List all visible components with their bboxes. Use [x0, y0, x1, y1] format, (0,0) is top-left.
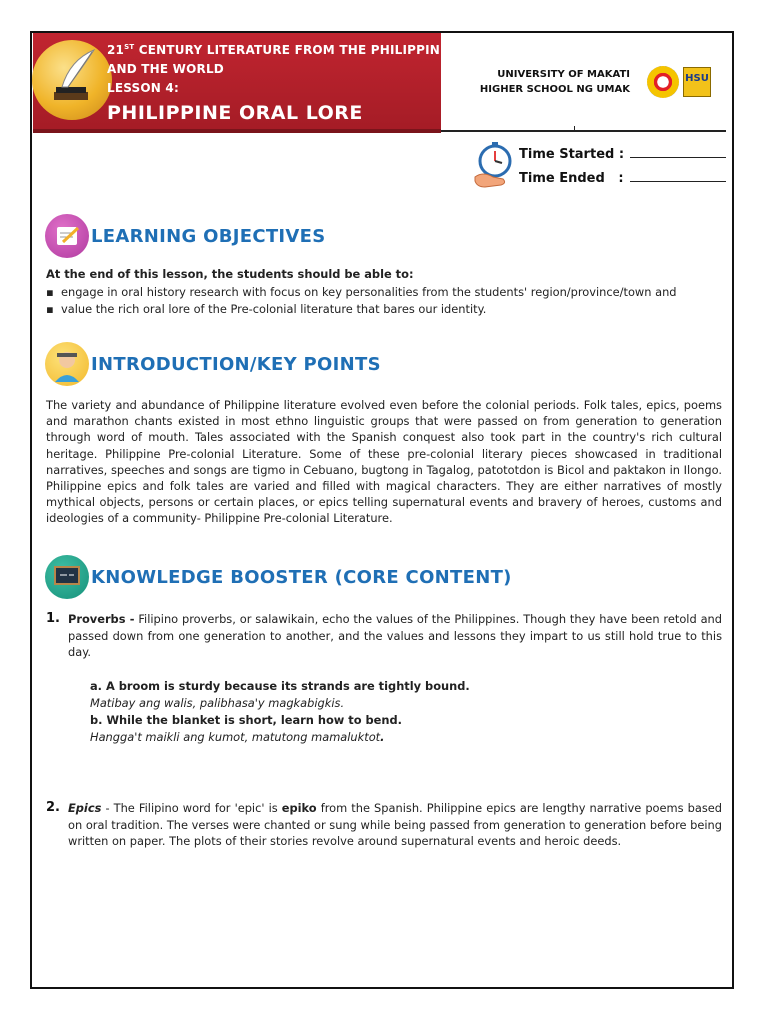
course-title-line1: 21ST CENTURY LITERATURE FROM THE PHILIPPINES — [107, 43, 458, 57]
item-number: 1. — [46, 611, 60, 626]
objective-item: ▪ value the rich oral lore of the Pre-colonial literature that bares our identity. — [46, 302, 487, 316]
objectives-lead: At the end of this lesson, the students should be able to: — [46, 267, 414, 281]
time-started-blank[interactable] — [630, 147, 726, 158]
epics-paragraph: Epics - The Filipino word for 'epic' is epiko from the Spanish. Philippine epics are lengthy narrative poems based on oral tradition. The verses were chanted or sung while being passed from generation to generation before being written on paper. The plots of their stories revolve around supernatural events and heroic deeds. — [68, 801, 723, 849]
section-title-learning-objectives: LEARNING OBJECTIVES — [91, 226, 326, 247]
notebook-pencil-icon — [45, 214, 89, 258]
proverb-example-english: b. While the blanket is short, learn how to bend. — [90, 713, 402, 727]
item-number: 2. — [46, 800, 60, 815]
proverb-example-filipino: Hangga't maikli ang kumot, matutong mamaluktot. — [90, 730, 385, 744]
chalkboard-icon — [45, 555, 89, 599]
school-name-line2: HIGHER SCHOOL NG UMAK — [479, 84, 630, 95]
lesson-title: PHILIPPINE ORAL LORE — [107, 102, 363, 124]
hsu-seal-icon: HSU — [683, 67, 711, 97]
university-seal-icon — [647, 66, 679, 98]
student-avatar-icon — [45, 342, 89, 386]
time-started-field: Time Started : — [519, 147, 726, 162]
proverbs-paragraph: Proverbs - Filipino proverbs, or salawikain, echo the values of the Philippines. Though they have been retold and passed down from one generation to another, and the values and lessons they impart to us still hold true to this day. — [68, 612, 722, 660]
header-rule-tick — [574, 126, 575, 130]
lesson-number: LESSON 4: — [107, 81, 179, 95]
section-title-introduction: INTRODUCTION/KEY POINTS — [91, 354, 381, 375]
school-name-line1: UNIVERSITY OF MAKATI — [497, 69, 630, 80]
time-ended-blank[interactable] — [630, 171, 726, 182]
proverb-example-english: a. A broom is sturdy because its strands are tightly bound. — [90, 679, 470, 693]
stopwatch-hand-icon — [473, 141, 515, 191]
quill-ink-logo-icon — [32, 40, 112, 120]
proverb-example-filipino: Matibay ang walis, palibhasa'y magkabigkis. — [90, 696, 345, 710]
header-rule — [441, 130, 726, 132]
course-title-line2: AND THE WORLD — [107, 62, 224, 76]
time-ended-field: Time Ended : — [519, 171, 726, 186]
objective-item: ▪ engage in oral history research with focus on key personalities from the students' region/province/town and — [46, 285, 677, 299]
section-title-knowledge-booster: KNOWLEDGE BOOSTER (CORE CONTENT) — [91, 567, 512, 588]
introduction-body: The variety and abundance of Philippine literature evolved even before the colonial periods. Folk tales, epics, poems and marathon chants existed in most ethno linguistic groups that were passed on from generation to generation through word of mouth. Tales associated with the Spanish conquest also took part in the country's rich cultural heritage. Philippine Pre-colonial Literature. Some of these pre-colonial literary pieces showcased in traditional narratives, speeches and songs are tigmo in Cebuano, bugtong in Tagalog, patototdon is Bicol and paktakon in Ilongo. Philippine epics and folk tales are varied and filled with magical characters. They are either narratives of mostly mythical objects, persons or certain places, or epics telling supernatural events and bravery of heroes, customs and ideologies of a community- Philippine Pre-colonial Literature. — [46, 398, 722, 526]
header-banner-shadow — [33, 129, 441, 133]
